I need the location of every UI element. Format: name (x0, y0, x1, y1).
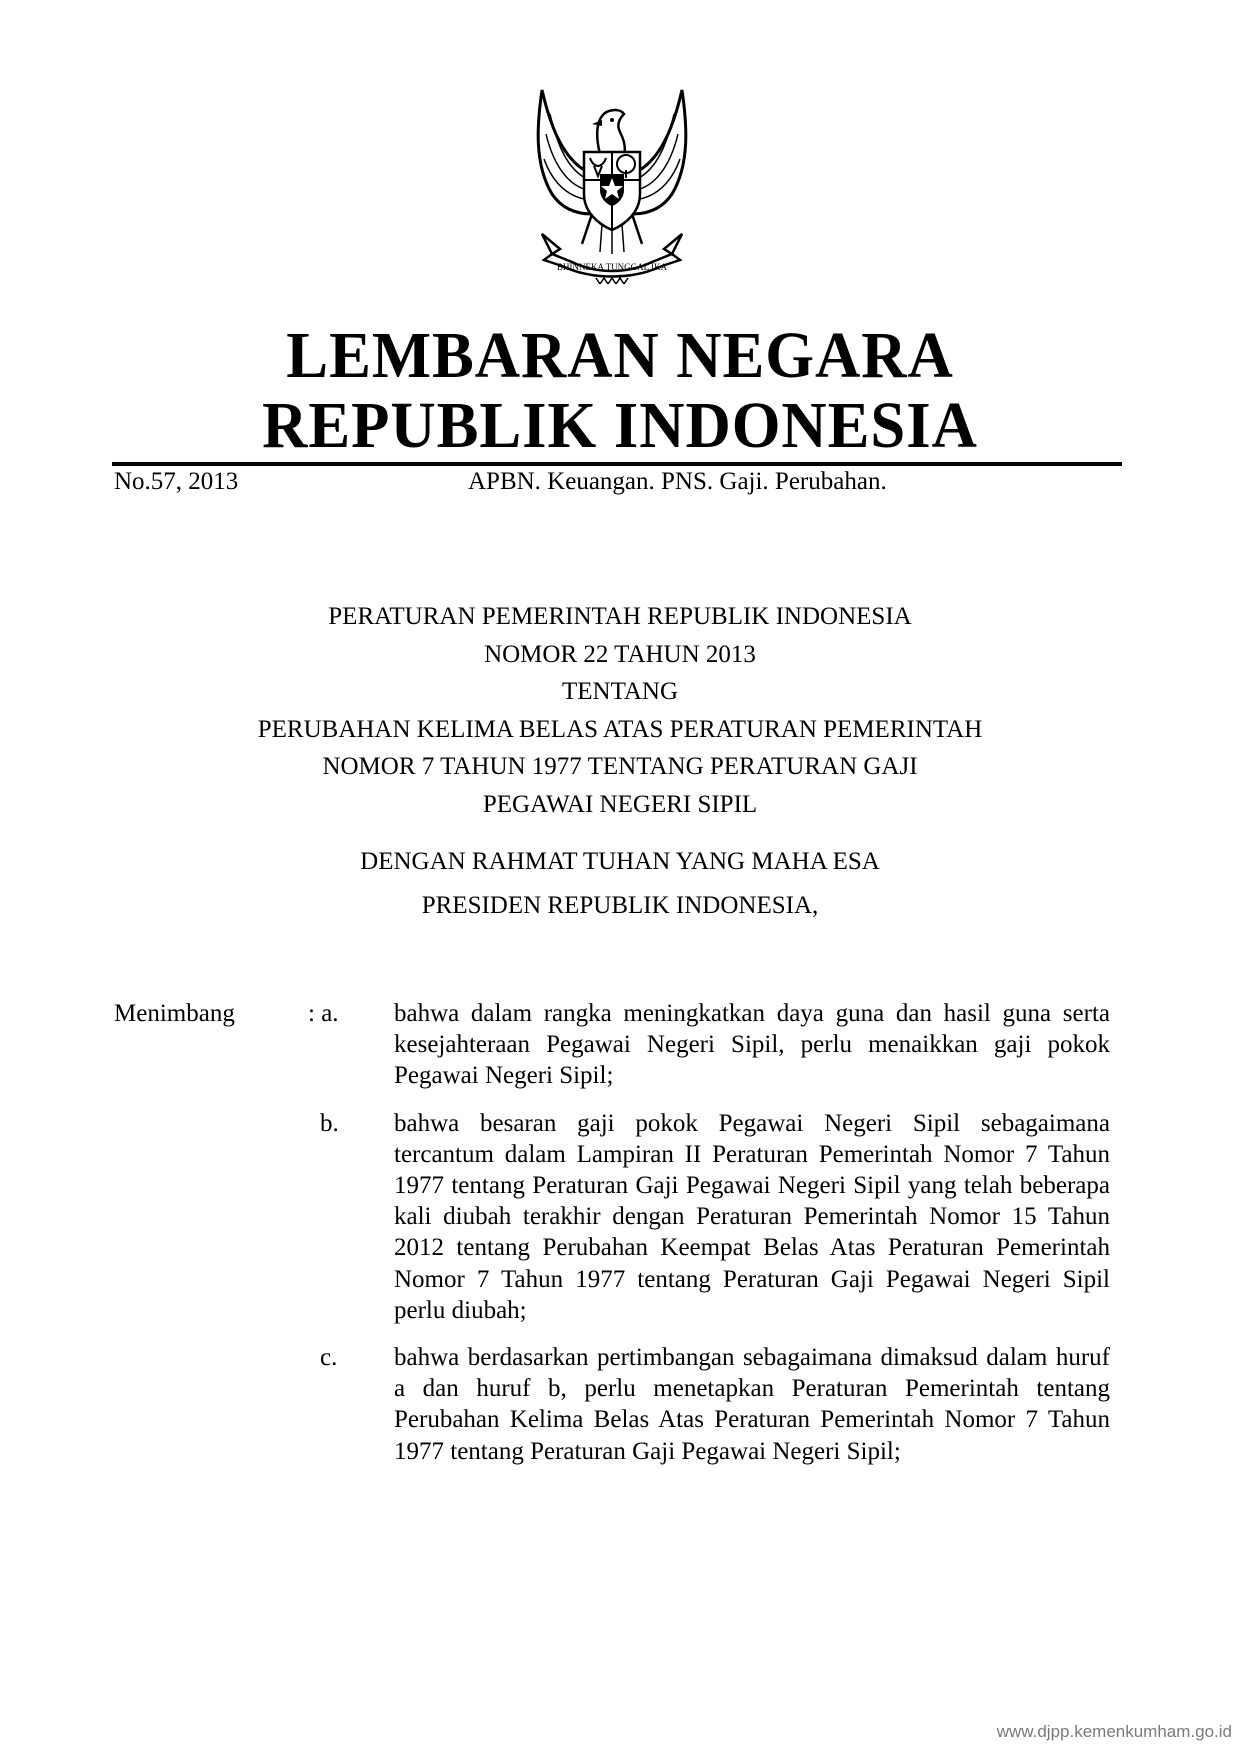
title-line: TENTANG (561, 678, 679, 705)
gazette-number: No.57, 2013 (114, 468, 239, 495)
regulation-title (100, 598, 1140, 823)
title-line: NOMOR 7 TAHUN 1977 TENTANG PERATURAN GAJI (322, 753, 918, 780)
considering-item-b (114, 1108, 1114, 1326)
considering-label: Menimbang (114, 1000, 235, 1027)
svg-text:BHINNEKA TUNGGAL IKA: BHINNEKA TUNGGAL IKA (557, 262, 667, 272)
footer-website-url: www.djpp.kemenkumham.go.id (996, 1722, 1232, 1741)
title-line: PERATURAN PEMERINTAH REPUBLIK INDONESIA (328, 603, 912, 630)
considering-item-a (114, 998, 1114, 1092)
item-letter: : a. (308, 1000, 339, 1027)
masthead-divider (112, 462, 1122, 466)
garuda-emblem-icon (512, 84, 712, 284)
title-line: PEGAWAI NEGERI SIPIL (482, 790, 758, 818)
item-letter: c. (320, 1344, 338, 1372)
opening-invocation: DENGAN RAHMAT TUHAN YANG MAHA ESA (360, 848, 880, 875)
item-letter: b. (320, 1109, 339, 1137)
considering-section (114, 998, 1114, 1483)
item-text: bahwa besaran gaji pokok Pegawai Negeri Sipil sebagaimana tercantum dalam Lampiran II Peraturan Pemerintah Nomor 7 Tahun 1977 tentang Peraturan Gaji Pegawai Negeri Sipil yang telah beberapa kali diubah terakhir dengan Peraturan Pemerintah Nomor 15 Tahun 2012 tentang Perubahan Keempat Belas Atas Peraturan Pemerintah Nomor 7 Tahun 1977 tentang Peraturan Gaji Pegawai Negeri Sipil perlu diubah; (394, 1109, 1110, 1324)
considering-item-c (114, 1342, 1114, 1467)
title-line: NOMOR 22 TAHUN 2013 (484, 640, 756, 668)
item-text: bahwa berdasarkan pertimbangan sebagaimana dimaksud dalam huruf a dan huruf b, perlu menetapkan Peraturan Pemerintah tentang Perubahan Kelima Belas Atas Peraturan Pemerintah Nomor 7 Tahun 1977 tentang Peraturan Gaji Pegawai Negeri Sipil; (394, 1344, 1110, 1465)
title-line: PERUBAHAN KELIMA BELAS ATAS PERATURAN PEMERINTAH (257, 715, 983, 743)
item-text: bahwa dalam rangka meningkatkan daya guna dan hasil guna serta kesejahteraan Pegawai Negeri Sipil, perlu menaikkan gaji pokok Pegawai Negeri Sipil; (394, 1000, 1110, 1090)
masthead-title-line-1: LEMBARAN NEGARA (286, 319, 954, 392)
opening-president: PRESIDEN REPUBLIK INDONESIA, (421, 892, 819, 919)
gazette-subject-tags: APBN. Keuangan. PNS. Gaji. Perubahan. (468, 468, 887, 495)
masthead-title-line-2: REPUBLIK INDONESIA (262, 389, 978, 462)
